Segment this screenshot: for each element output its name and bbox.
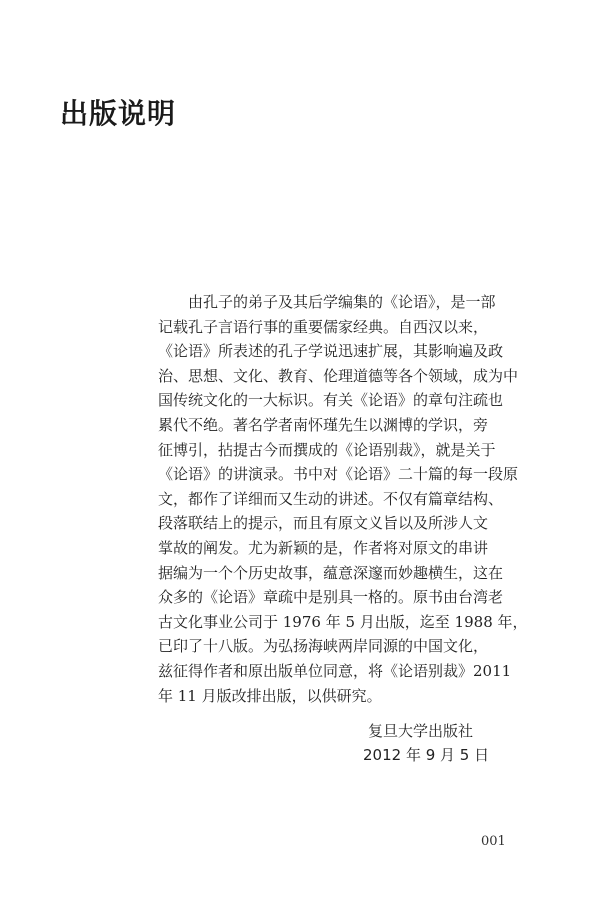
preface-body	[158, 290, 528, 708]
body-line: 古文化事业公司于 1976 年 5 月出版，迄至 1988 年，	[158, 612, 528, 631]
publisher-block	[363, 719, 490, 767]
body-line: 征博引，拈提古今而撰成的《论语别裁》，就是关于	[158, 440, 496, 459]
body-line: 累代不绝。著名学者南怀瑾先生以渊博的学识，旁	[158, 415, 489, 434]
body-line: 文，都作了详细而又生动的讲述。不仅有篇章结构、	[158, 489, 504, 508]
body-line: 由孔子的弟子及其后学编集的《论语》，是一部	[188, 293, 496, 311]
body-line: 国传统文化的一大标识。有关《论语》的章句注疏也	[158, 391, 504, 410]
body-line: 已印了十八版。为弘扬海峡两岸同源的中国文化，	[158, 637, 489, 656]
page-number: 001	[481, 834, 506, 849]
body-line: 据编为一个个历史故事，蕴意深邃而妙趣横生，这在	[158, 563, 504, 582]
body-line: 掌故的阐发。尤为新颖的是，作者将对原文的串讲	[158, 538, 489, 557]
body-line: 年 11 月版改排出版，以供研究。	[158, 686, 382, 705]
publication-date: 2012 年 9 月 5 日	[363, 746, 490, 764]
body-line: 治、思想、文化、教育、伦理道德等各个领域，成为中	[158, 366, 519, 385]
body-line: 《论语》所表述的孔子学说迅速扩展，其影响遍及政	[158, 342, 504, 361]
publisher-name: 复旦大学出版社	[368, 722, 474, 740]
body-line: 段落联结上的提示，而且有原文义旨以及所涉人文	[158, 514, 489, 533]
page-title: 出版说明	[60, 97, 177, 130]
body-line: 《论语》的讲演录。书中对《论语》二十篇的每一段原	[158, 465, 519, 484]
body-line: 兹征得作者和原出版单位同意，将《论语别裁》2011	[158, 661, 512, 680]
body-line: 记载孔子言语行事的重要儒家经典。自西汉以来，	[158, 317, 489, 336]
body-line: 众多的《论语》章疏中是别具一格的。原书由台湾老	[158, 588, 504, 607]
